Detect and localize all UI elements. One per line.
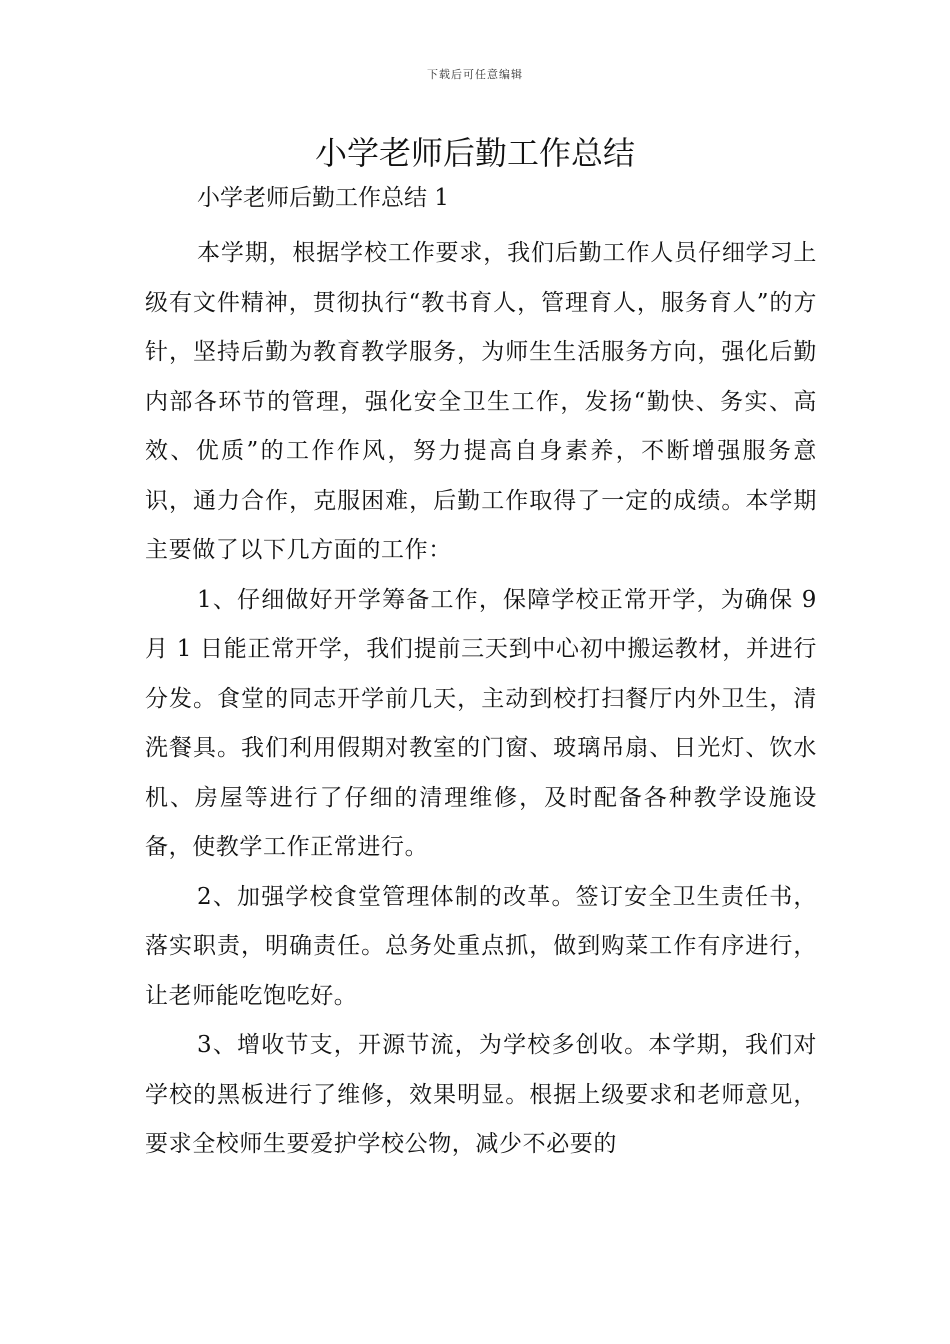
paragraph-item-2: 2、加强学校食堂管理体制的改革。签订安全卫生责任书，落实职责，明确责任。总务处重点抓，做到购菜工作有序进行，让老师能吃饱吃好。 bbox=[145, 883, 817, 1009]
paragraph-intro: 本学期，根据学校工作要求，我们后勤工作人员仔细学习上级有文件精神，贯彻执行“教书育人，管理育人，服务育人”的方针，坚持后勤为教育教学服务，为师生生活服务方向，强化后勤内部各环节的管理，强化安全卫生工作，发扬“勤快、务实、高效、优质”的工作作风，努力提高自身素养，不断增强服务意识，通力合作，克服困难，后勤工作取得了一定的成绩。本学期主要做了以下几方面的工作： bbox=[145, 240, 817, 563]
paragraph-item-3: 3、增收节支，开源节流，为学校多创收。本学期，我们对学校的黑板进行了维修，效果明显。根据上级要求和老师意见，要求全校师生要爱护学校公物，减少不必要的 bbox=[145, 1032, 817, 1157]
section-subtitle: 小学老师后勤工作总结 1 bbox=[197, 185, 449, 211]
document-title: 小学老师后勤工作总结 bbox=[314, 134, 635, 172]
paragraph-item-1: 1、仔细做好开学筹备工作，保障学校正常开学，为确保 9 月 1 日能正常开学，我们提前三天到中心初中搬运教材，并进行分发。食堂的同志开学前几天，主动到校打扫餐厅内外卫生，清洗餐具。我们利用假期对教室的门窗、玻璃吊扇、日光灯、饮水机、房屋等进行了仔细的清理维修，及时配备各种教学设施设备，使教学工作正常进行。 bbox=[145, 586, 817, 860]
header-note: 下载后可任意编辑 bbox=[427, 68, 523, 81]
document-body bbox=[145, 180, 817, 1170]
